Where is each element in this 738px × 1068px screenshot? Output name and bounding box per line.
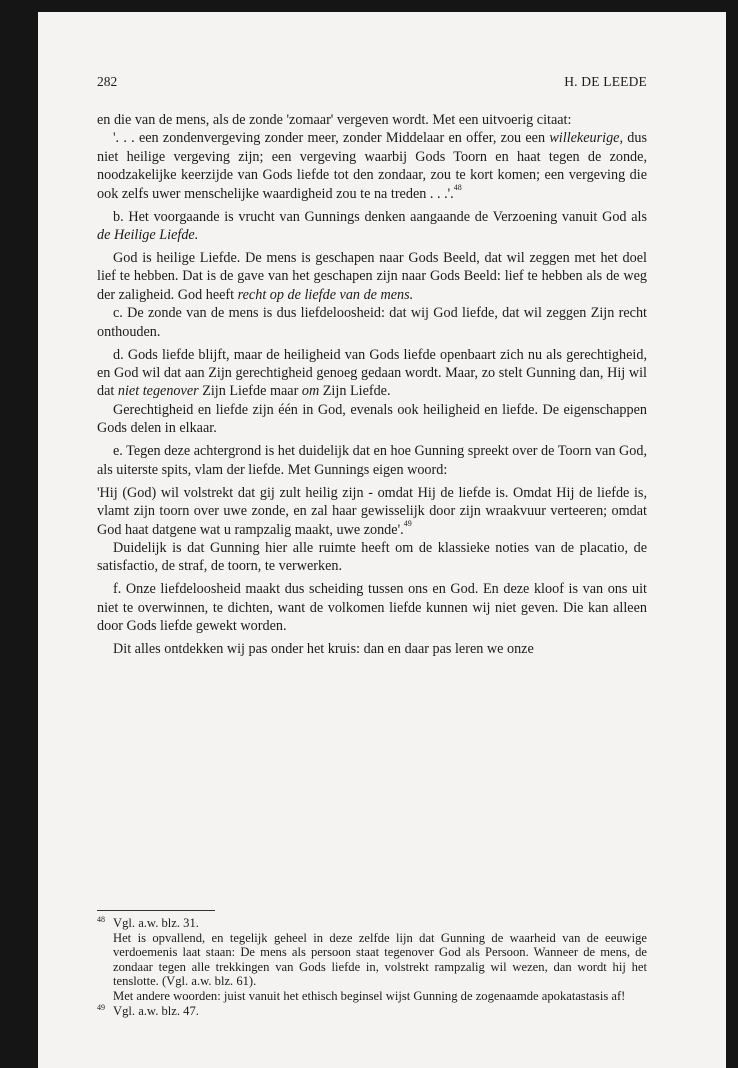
footnote-text: Vgl. a.w. blz. 31.: [113, 916, 199, 930]
footnote-marker: 49: [97, 1002, 105, 1012]
page-number: 282: [97, 74, 118, 89]
footnote-ref-48: 48: [453, 182, 462, 192]
footnotes: [97, 916, 647, 1018]
footnote-marker: 48: [97, 915, 105, 924]
paragraph: Gerechtigheid en liefde zijn één in God, evenals ook heiligheid en liefde. De eigenschappen Gods delen in elkaar.: [97, 401, 647, 437]
footnote-rule: [97, 910, 215, 911]
paragraph: en die van de mens, als de zonde 'zomaar' vergeven wordt. Met een uitvoerig citaat:: [97, 112, 572, 128]
paragraph: c. De zonde van de mens is dus liefdeloosheid: dat wij God liefde, dat wil zeggen Zijn recht onthouden.: [97, 305, 647, 340]
paragraph: f. Onze liefdeloosheid maakt dus scheiding tussen ons en God. En deze kloof is van ons uit niet te overwinnen, te dichten, want de volkomen liefde kunnen wij niet geven. Die kan alleen door Gods liefde gewekt worden.: [97, 581, 647, 635]
scan-border-top: [0, 0, 738, 12]
footnote-48: [97, 916, 647, 1004]
running-title: H. DE LEEDE: [564, 74, 647, 89]
paragraph: d. Gods liefde blijft, maar de heiligheid van Gods liefde openbaart zich nu als gerechtigheid, en God wil dat aan Zijn gerechtigheid genoeg gedaan wordt. Maar, zo stelt Gunning dan, Hij wil dat niet tegenover Zijn Liefde maar om Zijn Liefde.: [97, 346, 647, 400]
footnote-text: Met andere woorden: juist vanuit het ethisch beginsel wijst Gunning de zogenaamde apokatastasis af!: [113, 988, 626, 1003]
footnote-text: Vgl. a.w. blz. 47.: [113, 1003, 199, 1018]
quote-paragraph: '. . . een zondenvergeving zonder meer, zonder Middelaar en offer, zou een willekeurige, dus niet heilige vergeving zijn; een vergeving waarbij Gods Toorn en haat tegen de zonde, noodzakelijke keerzijde van Gods liefde tot den zondaar, zou te kort komen; een vergeving die ook zelfs uwer menschelijke waardigheid zou te na treden . . .'.$^{48}$: [97, 130, 647, 202]
paragraph: Duidelijk is dat Gunning hier alle ruimte heeft om de klassieke noties van de placatio, de satisfactio, de straf, de toorn, te verwerken.: [97, 539, 647, 575]
body-text: [97, 111, 647, 663]
paragraph: b. Het voorgaande is vrucht van Gunnings denken aangaande de Verzoening vanuit God als de Heilige Liefde.: [97, 208, 647, 244]
footnote-ref-49: 49: [403, 518, 412, 528]
scan-border-left: [0, 0, 38, 1068]
paragraph: e. Tegen deze achtergrond is het duidelijk dat en hoe Gunning spreekt over de Toorn van God, als uiterste spits, vlam der liefde. Met Gunnings eigen woord:: [97, 443, 647, 478]
paragraph: Dit alles ontdekken wij pas onder het kruis: dan en daar pas leren we onze: [113, 641, 534, 658]
scan-border-right: [726, 0, 738, 1068]
quote-paragraph: 'Hij (God) wil volstrekt dat gij zult heilig zijn - omdat Hij de liefde is. Omdat Hij de liefde is, vlamt zijn toorn over uwe zonde, en zal haar gewisselijk door zijn wraakvuur verteeren; omdat God haat datgene wat u rampzalig maakt, uwe zonde'.$^{49}$: [97, 484, 647, 538]
footnote-49: [97, 1004, 647, 1019]
paragraph: God is heilige Liefde. De mens is geschapen naar Gods Beeld, dat wil zeggen met het doel lief te hebben. Dat is de gave van het geschapen zijn naar Gods Beeld: lief te hebben als de weg der zaligheid. God heeft recht op de liefde van de mens.: [97, 250, 647, 303]
footnote-text: Het is opvallend, en tegelijk geheel in deze zelfde lijn dat Gunning de waarheid van de eeuwige verdoemenis laat staan: De mens als persoon staat tegenover God als Persoon. Wanneer de mens, de zondaar tegen alle trekkingen van Gods liefde in, volstrekt rampzalig wil wezen, dan wordt hij het tenslotte. (Vgl. a.w. blz. 61).: [113, 930, 647, 989]
